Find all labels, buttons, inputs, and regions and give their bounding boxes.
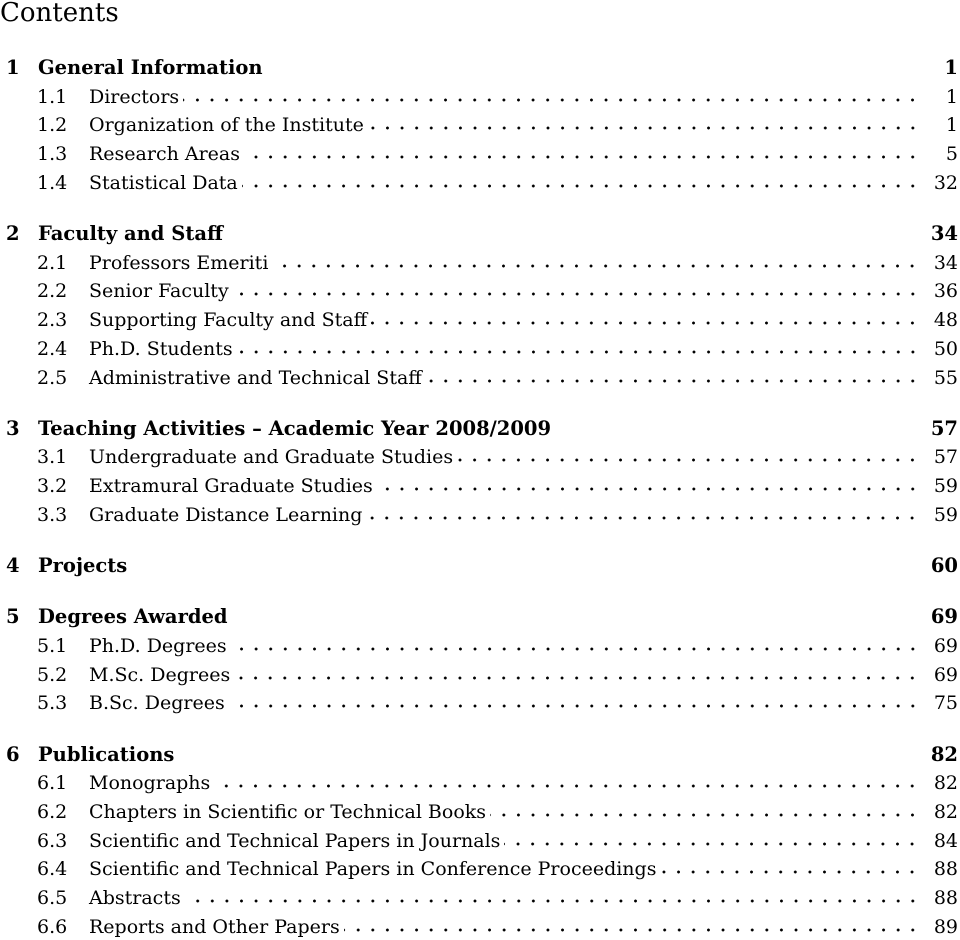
section-title: Graduate Distance Learning	[89, 503, 363, 526]
dot-leader	[377, 482, 920, 492]
section-number: 2.3	[37, 309, 68, 332]
toc-chapter-entry[interactable]	[6, 221, 958, 247]
dot-leader	[233, 287, 920, 297]
chapter-page-number: 82	[930, 742, 958, 766]
chapter-page-number: 69	[930, 605, 958, 629]
chapter-title: General Information	[38, 56, 263, 79]
dot-leader	[504, 837, 919, 847]
toc-section-entry[interactable]	[6, 250, 958, 276]
section-title: Extramural Graduate Studies	[89, 475, 373, 498]
section-number: 6.5	[37, 887, 68, 909]
section-page-number: 36	[933, 280, 958, 303]
chapter-number: 1	[6, 56, 20, 79]
section-title: Ph.D. Degrees	[89, 634, 227, 657]
toc-section-entry[interactable]	[6, 856, 958, 882]
chapter-page-number: 60	[930, 554, 958, 577]
toc-chapter-entry[interactable]	[6, 553, 958, 579]
dot-leader	[185, 894, 920, 904]
section-title: Research Areas	[89, 143, 240, 166]
toc-chapter-entry[interactable]	[6, 55, 958, 81]
section-title: Ph.D. Students	[89, 337, 233, 360]
dot-leader	[242, 179, 920, 189]
toc-section-entry[interactable]	[6, 690, 958, 716]
chapter-page-number: 34	[930, 222, 958, 245]
section-number: 3.3	[37, 503, 68, 526]
toc-section-entry[interactable]	[6, 170, 958, 196]
section-page-number: 69	[933, 663, 958, 686]
chapter-title: Publications	[38, 742, 175, 766]
section-page-number: 82	[933, 772, 958, 795]
chapter-number: 4	[6, 554, 20, 577]
toc-section-entry[interactable]	[6, 278, 958, 304]
section-page-number: 1	[945, 85, 958, 108]
section-page-number: 59	[933, 503, 958, 526]
section-number: 6.1	[37, 772, 68, 795]
section-title: Undergraduate and Graduate Studies	[89, 446, 454, 469]
dot-leader	[214, 779, 920, 789]
toc-section-entry[interactable]	[6, 662, 958, 688]
toc-section-entry[interactable]	[6, 84, 958, 110]
section-page-number: 34	[933, 251, 958, 274]
section-page-number: 50	[933, 337, 958, 360]
section-title: Organization of the Institute	[89, 114, 364, 137]
section-page-number: 32	[933, 171, 958, 194]
section-number: 1.2	[37, 114, 68, 137]
section-number: 3.2	[37, 475, 68, 498]
section-title: Reports and Other Papers	[89, 915, 340, 938]
section-number: 5.1	[37, 634, 68, 657]
section-title: M.Sc. Degrees	[89, 663, 231, 686]
section-title: Statistical Data	[89, 171, 238, 194]
section-title: Supporting Faculty and Staff	[89, 309, 368, 332]
chapter-page-number: 57	[930, 416, 958, 440]
section-title: Scientific and Technical Papers in Journals	[89, 829, 501, 852]
section-number: 6.3	[37, 829, 68, 852]
chapter-number: 2	[6, 222, 20, 245]
dot-leader	[244, 150, 920, 160]
section-title: Abstracts	[89, 887, 181, 909]
toc-section-entry[interactable]	[6, 444, 958, 470]
section-page-number: 82	[933, 800, 958, 823]
section-number: 5.3	[37, 692, 68, 715]
chapter-number: 6	[6, 742, 20, 766]
section-number: 3.1	[37, 446, 68, 469]
toc-section-entry[interactable]	[6, 502, 958, 528]
chapter-title: Projects	[38, 554, 128, 577]
section-page-number: 5	[945, 143, 958, 166]
chapter-number: 5	[6, 605, 20, 629]
section-number: 2.1	[37, 251, 68, 274]
dot-leader	[231, 642, 920, 652]
section-title: Directors	[89, 85, 180, 108]
toc-chapter-entry[interactable]	[6, 604, 958, 630]
section-page-number: 88	[933, 858, 958, 881]
section-title: B.Sc. Degrees	[89, 692, 225, 715]
section-title: Scientific and Technical Papers in Conference Proceedings	[89, 858, 657, 881]
toc-section-entry[interactable]	[6, 914, 958, 940]
section-page-number: 55	[933, 366, 958, 389]
toc-chapter-entry[interactable]	[6, 416, 958, 442]
toc-chapter-entry[interactable]	[6, 742, 958, 768]
toc-section-entry[interactable]	[6, 633, 958, 659]
section-page-number: 75	[933, 692, 958, 715]
toc-section-entry[interactable]	[6, 799, 958, 825]
section-page-number: 57	[933, 446, 958, 469]
section-title: Administrative and Technical Staff	[89, 366, 422, 389]
dot-leader	[344, 923, 920, 933]
section-page-number: 84	[933, 829, 958, 852]
section-number: 2.5	[37, 366, 68, 389]
toc-section-entry[interactable]	[6, 112, 958, 138]
section-page-number: 59	[933, 475, 958, 498]
section-page-number: 69	[933, 634, 958, 657]
section-page-number: 48	[933, 309, 958, 332]
dot-leader	[366, 511, 919, 521]
page-title: Contents	[0, 0, 119, 28]
section-page-number: 88	[933, 887, 958, 909]
section-number: 6.2	[37, 800, 68, 823]
toc-section-entry[interactable]	[6, 828, 958, 854]
section-number: 2.4	[37, 337, 68, 360]
dot-leader	[660, 865, 919, 875]
toc-section-entry[interactable]	[6, 473, 958, 499]
section-number: 1.3	[37, 143, 68, 166]
section-number: 1.1	[37, 85, 68, 108]
section-title: Chapters in Scientific or Technical Books	[89, 800, 487, 823]
section-number: 5.2	[37, 663, 68, 686]
dot-leader	[371, 316, 920, 326]
chapter-page-number: 1	[944, 56, 958, 79]
chapter-number: 3	[6, 416, 20, 440]
chapter-title: Teaching Activities – Academic Year 2008/2009	[38, 416, 552, 440]
section-number: 2.2	[37, 280, 68, 303]
dot-leader	[490, 808, 920, 818]
dot-leader	[368, 121, 920, 131]
chapter-title: Faculty and Staff	[38, 222, 223, 245]
section-title: Senior Faculty	[89, 280, 229, 303]
toc-section-entry[interactable]	[6, 336, 958, 362]
dot-leader	[234, 671, 920, 681]
section-title: Monographs	[89, 772, 211, 795]
toc-section-entry[interactable]	[6, 365, 958, 391]
dot-leader	[237, 345, 920, 355]
section-number: 6.4	[37, 858, 68, 881]
section-page-number: 1	[945, 114, 958, 137]
dot-leader	[426, 374, 920, 384]
section-number: 6.6	[37, 915, 68, 938]
dot-leader	[183, 93, 920, 103]
toc-section-entry[interactable]	[6, 307, 958, 333]
dot-leader	[457, 453, 920, 463]
section-title: Professors Emeriti	[89, 251, 269, 274]
chapter-title: Degrees Awarded	[38, 605, 228, 629]
dot-leader	[272, 259, 919, 269]
section-number: 1.4	[37, 171, 68, 194]
dot-leader	[229, 699, 920, 709]
toc-section-entry[interactable]	[6, 141, 958, 167]
toc-section-entry[interactable]	[6, 885, 958, 911]
toc-section-entry[interactable]	[6, 770, 958, 796]
section-page-number: 89	[933, 915, 958, 938]
